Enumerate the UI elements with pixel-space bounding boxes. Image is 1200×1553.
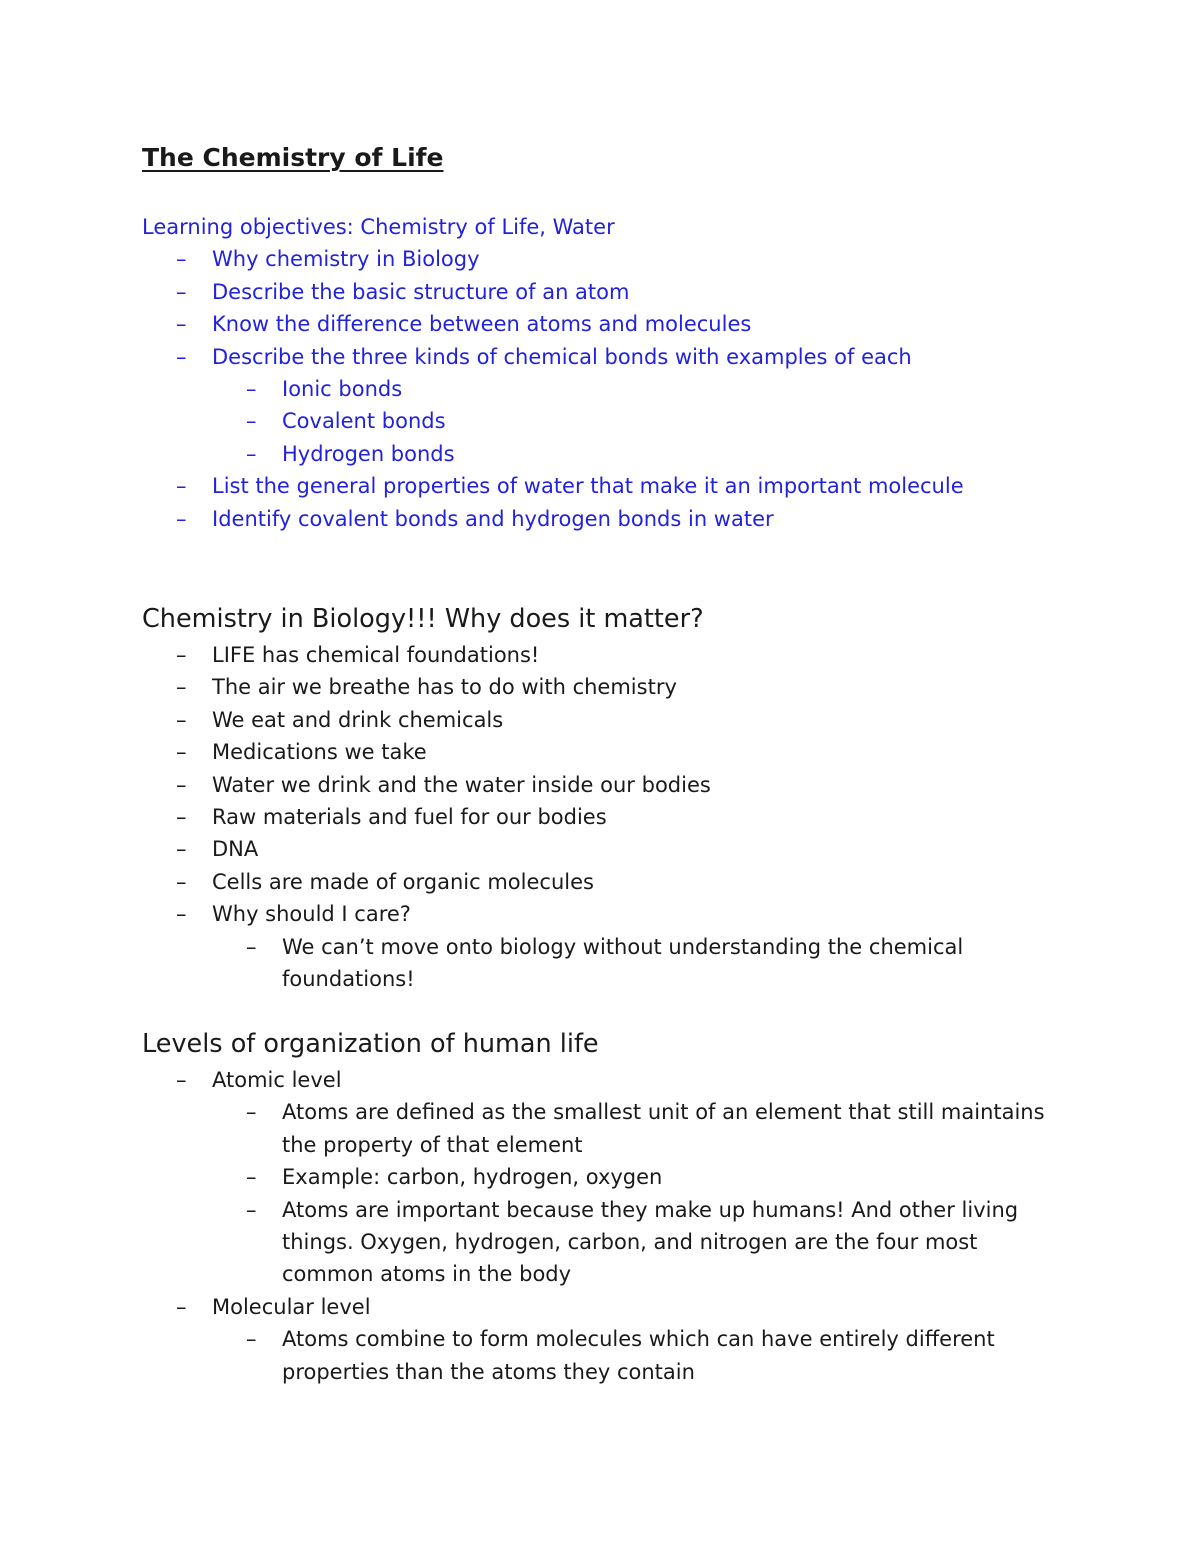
- list-item: – Molecular level: [142, 1291, 1142, 1323]
- bullet-dash: –: [176, 247, 187, 272]
- list-item: – Identify covalent bonds and hydrogen bonds in water: [142, 503, 1142, 535]
- list-item: – Describe the basic structure of an atom: [142, 276, 1142, 308]
- list-item: – We eat and drink chemicals: [142, 704, 1142, 736]
- bullet-dash: –: [176, 902, 187, 927]
- document-title: The Chemistry of Life: [142, 143, 444, 172]
- bullet-dash: –: [246, 1197, 257, 1222]
- bullet-dash: –: [246, 934, 257, 959]
- list-item: – The air we breathe has to do with chemistry: [142, 671, 1142, 703]
- bullet-dash: –: [176, 772, 187, 797]
- bullet-dash: –: [246, 1327, 257, 1352]
- objectives-list: [142, 243, 1142, 535]
- bullet-dash: –: [176, 474, 187, 499]
- bullet-dash: –: [176, 740, 187, 765]
- list-item: – Why chemistry in Biology: [142, 243, 1142, 275]
- bullet-dash: –: [176, 707, 187, 732]
- list-item: – Medications we take: [142, 736, 1142, 768]
- list-item: – List the general properties of water that make it an important molecule: [142, 470, 1142, 502]
- bullet-dash: –: [176, 675, 187, 700]
- list-item: – Cells are made of organic molecules: [142, 866, 1142, 898]
- sub-list-item: – We can’t move onto biology without understanding the chemical foundations!: [142, 931, 1142, 996]
- bullet-dash: –: [246, 1100, 257, 1125]
- bullet-dash: –: [176, 805, 187, 830]
- bullet-dash: –: [176, 869, 187, 894]
- sub-list-item: – Hydrogen bonds: [142, 438, 1142, 470]
- section-chemistry-in-biology: [142, 601, 1142, 995]
- sub-list-item: – Atoms combine to form molecules which can have entirely different properties than the atoms they contain: [142, 1323, 1142, 1388]
- objectives-intro: Learning objectives: Chemistry of Life, Water: [142, 215, 615, 239]
- section-heading: Levels of organization of human life: [142, 1029, 599, 1059]
- bullet-dash: –: [176, 1068, 187, 1092]
- section-levels-of-organization: [142, 1026, 1142, 1388]
- section-heading: Chemistry in Biology!!! Why does it matter?: [142, 604, 704, 634]
- bullet-dash: –: [176, 643, 187, 667]
- list-item: – Describe the three kinds of chemical bonds with examples of each: [142, 341, 1142, 373]
- list-item: – LIFE has chemical foundations!: [142, 639, 1142, 671]
- bullet-dash: –: [246, 409, 257, 434]
- list-item: – Water we drink and the water inside our bodies: [142, 769, 1142, 801]
- bullet-dash: –: [176, 344, 187, 369]
- section-list: [142, 1064, 1142, 1388]
- sub-list-item: – Atoms are defined as the smallest unit of an element that still maintains the property of that element: [142, 1096, 1142, 1161]
- sub-list-item: – Covalent bonds: [142, 405, 1142, 437]
- bullet-dash: –: [176, 312, 187, 337]
- bullet-dash: –: [176, 279, 187, 304]
- list-item: – Know the difference between atoms and molecules: [142, 308, 1142, 340]
- list-item: – Raw materials and fuel for our bodies: [142, 801, 1142, 833]
- sub-list-item: – Example: carbon, hydrogen, oxygen: [142, 1161, 1142, 1193]
- bullet-dash: –: [176, 837, 187, 862]
- sub-list-item: – Atoms are important because they make up humans! And other living things. Oxygen, hydrogen, carbon, and nitrogen are the four most common atoms in the body: [142, 1194, 1142, 1291]
- bullet-dash: –: [246, 377, 257, 402]
- list-item: – DNA: [142, 833, 1142, 865]
- bullet-dash: –: [176, 506, 187, 531]
- bullet-dash: –: [246, 441, 257, 466]
- list-item: – Atomic level: [142, 1064, 1142, 1096]
- sub-list-item: – Ionic bonds: [142, 373, 1142, 405]
- learning-objectives: [142, 211, 1142, 535]
- bullet-dash: –: [176, 1294, 187, 1319]
- list-item: – Why should I care?: [142, 898, 1142, 930]
- section-list: [142, 639, 1142, 995]
- bullet-dash: –: [246, 1165, 257, 1190]
